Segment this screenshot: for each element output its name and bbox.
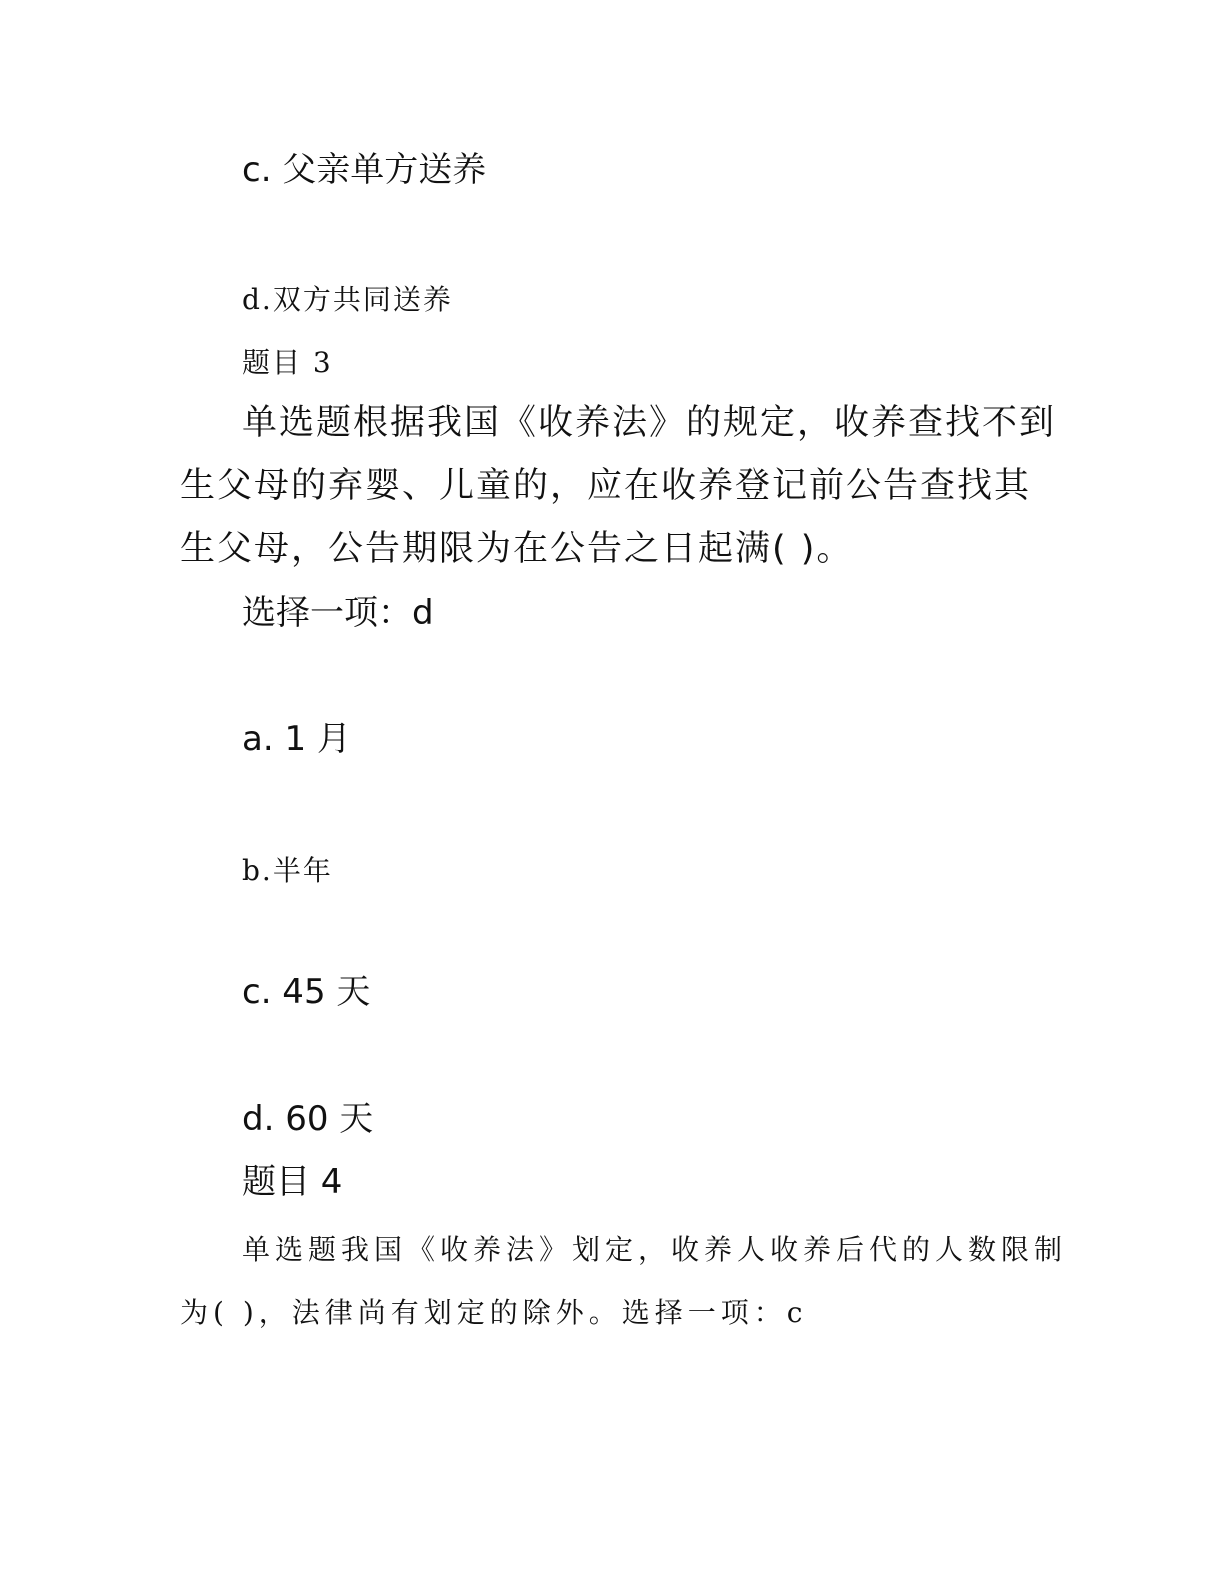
q3-stem-line-1: 单选题根据我国《收养法》的规定，收养查找不到 [242, 403, 1057, 443]
q3-stem-line-3: 生父母，公告期限为在公告之日起满( )。 [180, 529, 854, 569]
q3-header: 题目 3 [242, 346, 333, 379]
q3-stem-line-2: 生父母的弃婴、儿童的，应在收养登记前公告查找其 [180, 466, 1032, 506]
q3-option-d: d. 60 天 [242, 1099, 374, 1139]
q3-answer: 选择一项：d [242, 593, 434, 633]
q3-option-b: b.半年 [242, 854, 333, 887]
q4-header: 题目 4 [242, 1162, 343, 1202]
q4-stem-line-1: 单选题我国《收养法》划定，收养人收养后代的人数限制 [242, 1233, 1068, 1266]
q4-stem-line-2: 为( )，法律尚有划定的除外。选择一项：c [180, 1296, 808, 1329]
q3-option-c: c. 45 天 [242, 972, 371, 1012]
q3-option-a: a. 1 月 [242, 719, 351, 759]
q2-option-c: c. 父亲单方送养 [242, 150, 487, 190]
q2-option-d: d.双方共同送养 [242, 283, 453, 316]
